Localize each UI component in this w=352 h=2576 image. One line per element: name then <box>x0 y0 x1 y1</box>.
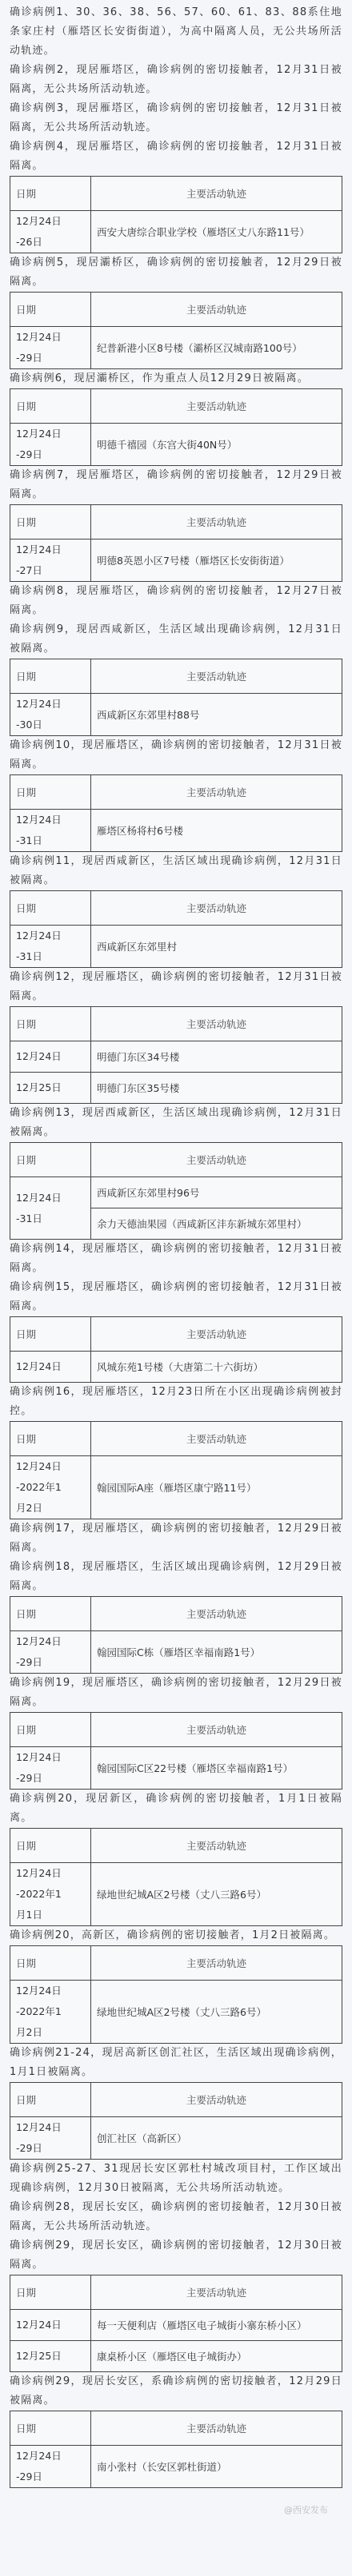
table-row <box>10 2341 342 2372</box>
case-paragraph: 确诊病例9，现居西咸新区，生活区域出现确诊病例，12月31日被隔离。 <box>10 623 342 655</box>
trajectory-table <box>10 292 342 369</box>
header-trajectory: 主要活动轨迹 <box>91 389 342 424</box>
case-paragraph: 确诊病例3，现居雁塔区，确诊病例的密切接触者，12月31日被隔离，无公共场所活动轨迹。 <box>10 102 342 133</box>
trajectory-table <box>10 1945 342 2044</box>
case-paragraph: 确诊病例20，高新区，确诊病例的密切接触者，1月2日被隔离。 <box>10 1929 336 1941</box>
table-header-row <box>10 177 342 211</box>
date-cell: 12月24日 -29日 <box>10 1747 91 1790</box>
trajectory-table <box>10 1596 342 1674</box>
table-row <box>10 2310 342 2341</box>
trajectory-table <box>10 1828 342 1926</box>
table-header-row <box>10 659 342 694</box>
date-cell: 12月24日 -29日 <box>10 327 91 369</box>
table-header-row <box>10 1597 342 1631</box>
case-paragraph: 确诊病例16，现居雁塔区，12月23日所在小区出现确诊病例被封控。 <box>10 1386 342 1417</box>
case-paragraph: 确诊病例13，现居西咸新区，生活区域出现确诊病例，12月31日被隔离。 <box>10 1107 342 1138</box>
header-date: 日期 <box>10 1946 91 1981</box>
date-cell: 12月24日 -31日 <box>10 926 91 968</box>
location-cell: 西安大唐综合职业学校（雁塔区丈八东路11号） <box>91 211 342 253</box>
case-paragraph: 确诊病例8，现居雁塔区，确诊病例的密切接触者，12月27日被隔离。 <box>10 585 342 616</box>
trajectory-table <box>10 2411 342 2488</box>
header-trajectory: 主要活动轨迹 <box>91 1597 342 1631</box>
table-row <box>10 1177 342 1208</box>
date-cell: 12月24日 -29日 <box>10 2117 91 2160</box>
date-cell: 12月24日 -2022年1 月2日 <box>10 1456 91 1519</box>
location-cell: 纪普新港小区8号楼（灞桥区汉城南路100号） <box>91 327 342 369</box>
header-trajectory: 主要活动轨迹 <box>91 1713 342 1747</box>
trajectory-table <box>10 504 342 582</box>
table-row <box>10 1041 342 1073</box>
table-row <box>10 1456 342 1519</box>
case-paragraph: 确诊病例1、30、36、38、56、57、60、61、83、88系住地条家庄村（雁塔区长安街街道），为高中隔离人员，无公共场所活动轨迹。 <box>10 6 342 57</box>
location-cell: 南小张村（长安区郭杜街道） <box>91 2446 342 2488</box>
table-header-row <box>10 1317 342 1352</box>
location-cell: 绿地世纪城A区2号楼（丈八三路6号） <box>91 1981 342 2044</box>
header-trajectory: 主要活动轨迹 <box>91 2411 342 2446</box>
trajectory-table <box>10 774 342 852</box>
trajectory-table <box>10 1316 342 1383</box>
date-cell: 12月25日 <box>10 1073 91 1104</box>
table-row <box>10 810 342 852</box>
table-header-row <box>10 1946 342 1981</box>
table-row <box>10 1981 342 2044</box>
header-date: 日期 <box>10 1007 91 1041</box>
table-row <box>10 1863 342 1926</box>
header-date: 日期 <box>10 1597 91 1631</box>
location-cell: 雁塔区杨将村6号楼 <box>91 810 342 852</box>
location-cell: 创汇社区（高新区） <box>91 2117 342 2160</box>
date-cell: 12月24日 -29日 <box>10 2446 91 2488</box>
case-paragraph: 确诊病例7，现居雁塔区，确诊病例的密切接触者，12月29日被隔离。 <box>10 469 342 500</box>
case-paragraph: 确诊病例29，现居长安区，确诊病例的密切接触者，12月30日被隔离。 <box>10 2240 342 2271</box>
case-paragraph: 确诊病例12，现居雁塔区，确诊病例的密切接触者，12月31日被隔离。 <box>10 971 342 1002</box>
date-cell: 12月24日 -2022年1 月2日 <box>10 1981 91 2044</box>
location-cell: 翰园国际A座（雁塔区康宁路11号） <box>91 1456 342 1519</box>
location-cell: 翰园国际C区22号楼（雁塔区幸福南路1号） <box>91 1747 342 1790</box>
trajectory-table <box>10 1142 342 1240</box>
table-header-row <box>10 1829 342 1863</box>
header-trajectory: 主要活动轨迹 <box>91 505 342 539</box>
table-row <box>10 424 342 466</box>
table-header-row <box>10 389 342 424</box>
header-date: 日期 <box>10 2275 91 2310</box>
table-row <box>10 2117 342 2160</box>
case-paragraph: 确诊病例6，现居灞桥区，作为重点人员12月29日被隔离。 <box>10 372 309 384</box>
table-header-row <box>10 775 342 810</box>
header-trajectory: 主要活动轨迹 <box>91 1829 342 1863</box>
table-row <box>10 926 342 968</box>
trajectory-table <box>10 2082 342 2160</box>
header-date: 日期 <box>10 659 91 694</box>
table-header-row <box>10 2411 342 2446</box>
case-paragraph: 确诊病例21-24，现居高新区创汇社区，生活区域出现确诊病例，1月1日被隔离。 <box>10 2047 342 2078</box>
date-cell: 12月24日 -2022年1 月1日 <box>10 1863 91 1926</box>
header-date: 日期 <box>10 1713 91 1747</box>
trajectory-table <box>10 890 342 968</box>
header-date: 日期 <box>10 177 91 211</box>
table-header-row <box>10 1143 342 1177</box>
case-paragraph: 确诊病例28，现居长安区，确诊病例的密切接触者，12月30日被隔离，无公共场所活动轨迹。 <box>10 2201 342 2232</box>
location-cell: 每一天便利店（雁塔区电子城街小寨东桥小区） <box>91 2310 342 2341</box>
case-paragraph: 确诊病例10，现居雁塔区，确诊病例的密切接触者，12月31日被隔离。 <box>10 739 342 770</box>
header-date: 日期 <box>10 1422 91 1456</box>
trajectory-table <box>10 1006 342 1104</box>
header-trajectory: 主要活动轨迹 <box>91 1317 342 1352</box>
case-paragraph: 确诊病例14，现居雁塔区，确诊病例的密切接触者，12月31日被隔离。 <box>10 1243 342 1274</box>
date-cell: 12月24日 -29日 <box>10 1631 91 1674</box>
case-paragraph: 确诊病例4，现居雁塔区，确诊病例的密切接触者，12月31日被隔离。 <box>10 141 342 172</box>
header-trajectory: 主要活动轨迹 <box>91 659 342 694</box>
date-cell: 12月24日 -27日 <box>10 539 91 582</box>
table-header-row <box>10 1422 342 1456</box>
trajectory-table <box>10 176 342 253</box>
location-cell: 明德8英恩小区7号楼（雁塔区长安街街道） <box>91 539 342 582</box>
header-date: 日期 <box>10 2083 91 2117</box>
header-trajectory: 主要活动轨迹 <box>91 2083 342 2117</box>
location-cell: 风城东苑1号楼（大唐第二十六街坊） <box>91 1352 342 1383</box>
case-paragraph: 确诊病例29，现居长安区，系确诊病例的密切接触者，12月29日被隔离。 <box>10 2375 342 2407</box>
header-date: 日期 <box>10 2411 91 2446</box>
header-trajectory: 主要活动轨迹 <box>91 1007 342 1041</box>
table-header-row <box>10 1007 342 1041</box>
header-date: 日期 <box>10 1317 91 1352</box>
table-row <box>10 1747 342 1790</box>
date-cell: 12月24日 -31日 <box>10 810 91 852</box>
location-cell: 明德千禧园（东宫大街40N号） <box>91 424 342 466</box>
table-row <box>10 211 342 253</box>
trajectory-table <box>10 388 342 466</box>
case-paragraph: 确诊病例2，现居雁塔区，确诊病例的密切接触者，12月31日被隔离，无公共场所活动轨迹。 <box>10 64 342 95</box>
location-cell: 西咸新区东郊里村88号 <box>91 694 342 736</box>
date-cell: 12月24日 -29日 <box>10 424 91 466</box>
case-paragraph: 确诊病例11，现居西咸新区，生活区域出现确诊病例，12月31日被隔离。 <box>10 855 342 886</box>
table-header-row <box>10 293 342 327</box>
location-cell: 明德门东区35号楼 <box>91 1073 342 1104</box>
table-header-row <box>10 2083 342 2117</box>
table-row <box>10 1073 342 1104</box>
date-cell: 12月24日 -30日 <box>10 694 91 736</box>
table-row <box>10 327 342 369</box>
date-cell: 12月25日 <box>10 2341 91 2372</box>
location-cell: 明德门东区34号楼 <box>91 1041 342 1073</box>
header-trajectory: 主要活动轨迹 <box>91 293 342 327</box>
case-paragraph: 确诊病例5，现居灞桥区，确诊病例的密切接触者，12月29日被隔离。 <box>10 257 342 288</box>
trajectory-table <box>10 2275 342 2372</box>
trajectory-table <box>10 1421 342 1519</box>
location-cell: 西咸新区东郊里村 <box>91 926 342 968</box>
trajectory-table <box>10 659 342 736</box>
header-trajectory: 主要活动轨迹 <box>91 2275 342 2310</box>
header-date: 日期 <box>10 1829 91 1863</box>
location-cell: 康桌桥小区（雁塔区电子城街办） <box>91 2341 342 2372</box>
table-row <box>10 1352 342 1383</box>
table-header-row <box>10 1713 342 1747</box>
location-cell: 西咸新区东郊里村96号 <box>91 1177 342 1208</box>
date-cell: 12月24日 <box>10 1041 91 1073</box>
case-paragraph: 确诊病例25-27、31现居长安区郭杜村城改项目村，工作区域出现确诊病例，12月30日被隔离，无公共场所活动轨迹。 <box>10 2163 342 2194</box>
table-row <box>10 539 342 582</box>
table-row <box>10 694 342 736</box>
trajectory-table <box>10 1712 342 1790</box>
date-cell: 12月24日 <box>10 2310 91 2341</box>
table-row <box>10 1631 342 1674</box>
date-cell: 12月24日 -26日 <box>10 211 91 253</box>
header-date: 日期 <box>10 775 91 810</box>
table-header-row <box>10 505 342 539</box>
case-paragraph: 确诊病例15，现居雁塔区，确诊病例的密切接触者，12月31日被隔离。 <box>10 1281 342 1312</box>
case-paragraph: 确诊病例17，现居雁塔区，确诊病例的密切接触者，12月29日被隔离。 <box>10 1523 342 1554</box>
table-header-row <box>10 2275 342 2310</box>
date-cell: 12月24日 -31日 <box>10 1177 91 1240</box>
case-paragraph: 确诊病例18，现居雁塔区，生活区域出现确诊病例，12月29日被隔离。 <box>10 1561 342 1592</box>
header-trajectory: 主要活动轨迹 <box>91 1143 342 1177</box>
watermark: @西安发布 <box>284 2505 328 2515</box>
header-date: 日期 <box>10 389 91 424</box>
location-cell: 余力天德油果园（西咸新区沣东新城东郊里村） <box>91 1208 342 1240</box>
header-trajectory: 主要活动轨迹 <box>91 775 342 810</box>
location-cell: 翰园国际C栋（雁塔区幸福南路1号） <box>91 1631 342 1674</box>
header-trajectory: 主要活动轨迹 <box>91 1946 342 1981</box>
header-date: 日期 <box>10 293 91 327</box>
date-cell: 12月24日 <box>10 1352 91 1383</box>
header-trajectory: 主要活动轨迹 <box>91 177 342 211</box>
location-cell: 绿地世纪城A区2号楼（丈八三路6号） <box>91 1863 342 1926</box>
header-date: 日期 <box>10 1143 91 1177</box>
header-trajectory: 主要活动轨迹 <box>91 891 342 926</box>
header-date: 日期 <box>10 891 91 926</box>
header-trajectory: 主要活动轨迹 <box>91 1422 342 1456</box>
table-row <box>10 2446 342 2488</box>
table-header-row <box>10 891 342 926</box>
header-date: 日期 <box>10 505 91 539</box>
case-paragraph: 确诊病例20，现居新区，确诊病例的密切接触者，1月1日被隔离。 <box>10 1793 342 1824</box>
case-paragraph: 确诊病例19，现居雁塔区，确诊病例的密切接触者，12月29日被隔离。 <box>10 1677 342 1708</box>
